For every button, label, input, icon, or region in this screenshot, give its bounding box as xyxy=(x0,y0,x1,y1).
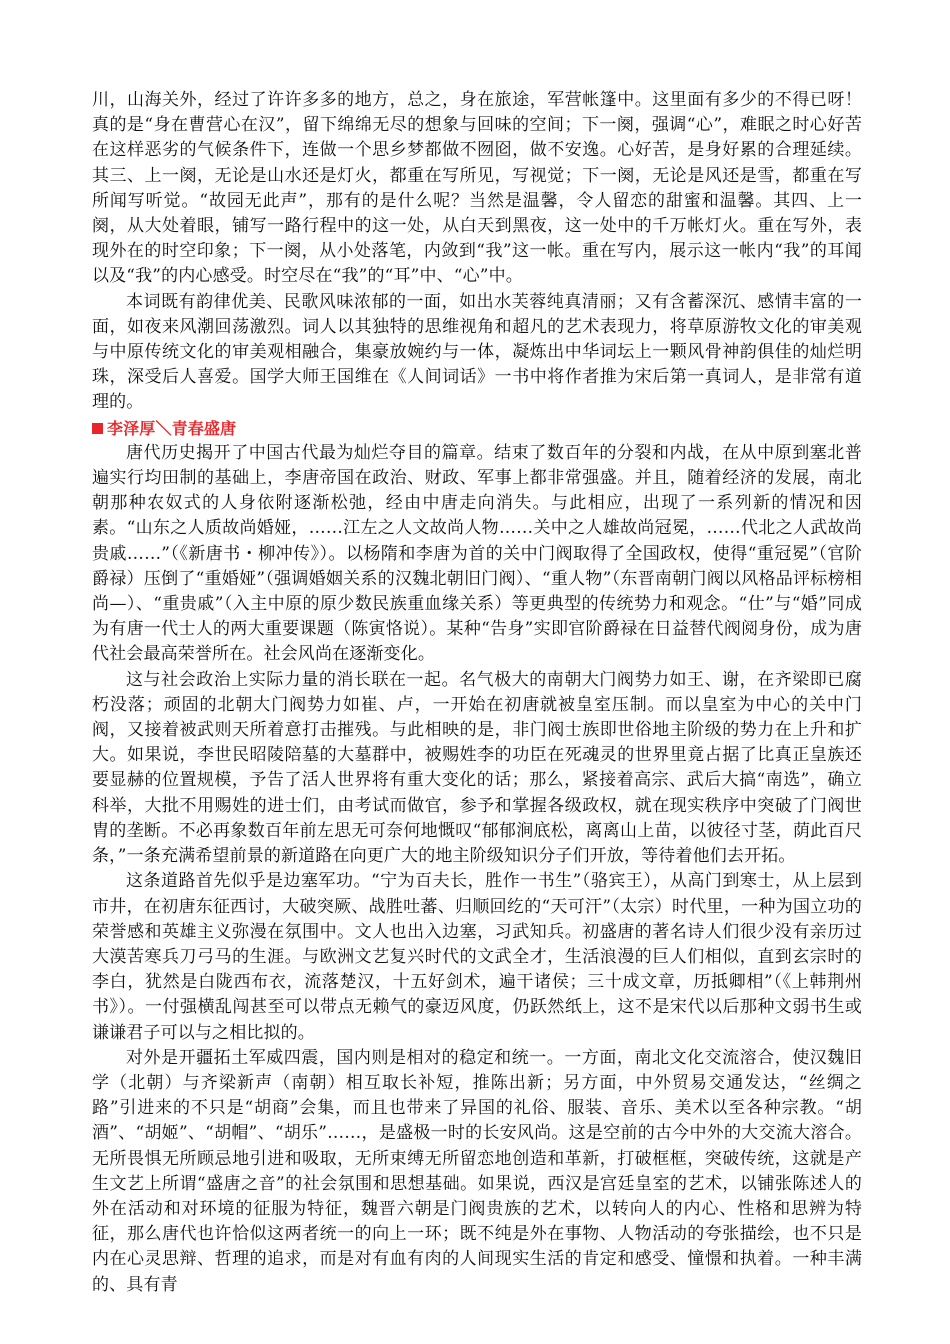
section-title: 李泽厚＼青春盛唐 xyxy=(107,418,237,438)
article-body xyxy=(92,88,862,1298)
section-heading xyxy=(92,416,862,441)
paragraph-frontier: 这条道路首先似乎是边塞军功。“宁为百夫长，胜作一书生”（骆宾王），从高门到寒士，从上层到市井，在初唐东征西讨，大破突厥、战胜吐蕃、归顺回纥的“天可汗”（太宗）时代里，一种为国立功的荣誉感和英雄主义弥漫在氛围中。文人也出入边塞，习武知兵。初盛唐的著名诗人们很少没有亲历过大漠苦寒兵刀弓马的生涯。与欧洲文艺复兴时代的文武全才，生活浪漫的巨人们相似，直到玄宗时的李白，犹然是白陇西布衣，流落楚汉，十五好剑术，遍干诸侯；三十成文章，历抵卿相”（《上韩荆州书》）。一付强横乱闯甚至可以带点无赖气的豪迈风度，仍跃然纸上，这不是宋代以后那种文弱书生或谦谦君子可以与之相比拟的。 xyxy=(92,871,862,1043)
paragraph-continuation: 川，山海关外，经过了许许多多的地方，总之，身在旅途，军营帐篷中。这里面有多少的不得已呀！真的是“身在曹营心在汉”，留下绵绵无尽的想象与回味的空间；下一阕，强调“心”，难眠之时心好苦在这样恶劣的气候条件下，连做一个思乡梦都做不囫囵，做不安逸。心好苦，是身好累的合理延续。其三、上一阕，无论是山水还是灯火，都重在写所见，写视觉；下一阕，无论是风还是雪，都重在写所闻写听觉。“故园无此声”，那有的是什么呢？当然是温馨，令人留恋的甜蜜和温馨。其四、上一阕，从大处着眼，铺写一路行程中的这一处，从白天到黑夜，这一处中的千万帐灯火。重在写外，表现外在的时空印象；下一阕，从小处落笔，内敛到“我”这一帐。重在写内，展示这一帐内“我”的耳闻以及“我”的内心感受。时空尽在“我”的“耳”中、“心”中。 xyxy=(92,90,862,287)
paragraph-cultural-exchange: 对外是开疆拓土军威四震，国内则是相对的稳定和统一。一方面，南北文化交流溶合，使汉魏旧学（北朝）与齐梁新声（南朝）相互取长补短，推陈出新；另方面，中外贸易交通发达，“丝绸之路”引进来的不只是“胡商”会集，而且也带来了异国的礼俗、服装、音乐、美术以至各种宗教。“胡酒”、“胡姬”、“胡帽”、“胡乐”……，是盛极一时的长安风尚。这是空前的古今中外的大交流大溶合。无所畏惧无所顾忌地引进和吸取，无所束缚无所留恋地创造和革新，打破框框，突破传统，这就是产生文艺上所谓“盛唐之音”的社会氛围和思想基础。如果说，西汉是宫廷皇室的艺术，以铺张陈述人的外在活动和对环境的征服为特征，魏晋六朝是门阀贵族的艺术，以转向人的内心、性格和思辨为特征，那么唐代也许恰似这两者统一的向上一环；既不纯是外在事物、人物活动的夸张描绘，也不只是内在心灵思辩、哲理的追求，而是对有血有肉的人间现实生活的肯定和感受、憧憬和执着。一种丰满的、具有青 xyxy=(92,1047,862,1295)
square-marker-icon xyxy=(92,423,103,434)
paragraph-social-forces: 这与社会政治上实际力量的消长联在一起。名气极大的南朝大门阀势力如王、谢，在齐梁即已腐朽没落；顽固的北朝大门阀势力如崔、卢，一开始在初唐就被皇室压制。而以皇室为中心的关中门阀，又接着被武则天所着意打击摧残。与此相映的是，非门阀士族即世俗地主阶级的势力在上升和扩大。如果说，李世民昭陵陪墓的大墓群中，被赐姓李的功臣在死魂灵的世界里竟占据了比真正皇族还要显赫的位置规模，予告了活人世界将有重大变化的话；那么，紧接着高宗、武后大搞“南选”，确立科举，大批不用赐姓的进士们，由考试而做官，参予和掌握各级政权，就在现实秩序中突破了门阀世胄的垄断。不必再象数百年前左思无可奈何地慨叹“郁郁涧底松，离离山上苗，以彼径寸茎，荫此百尺条，”一条充满希望前景的新道路在向更广大的地主阶级知识分子们开放，等待着他们去开拓。 xyxy=(92,669,862,867)
paragraph-tang-history: 唐代历史揭开了中国古代最为灿烂夺目的篇章。结束了数百年的分裂和内战，在从中原到塞北普遍实行均田制的基础上，李唐帝国在政治、财政、军事上都非常强盛。并且，随着经济的发展，南北朝那种农奴式的人身依附逐渐松弛，经由中唐走向消失。与此相应，出现了一系列新的情况和因素。“山东之人质故尚婚娅，……江左之人文故尚人物……关中之人雄故尚冠冕，……代北之人武故尚贵戚……”（《新唐书・柳冲传》）。以杨隋和李唐为首的关中门阀取得了全国政权，使得“重冠冕”（官阶爵禄）压倒了“重婚娅”（强调婚姻关系的汉魏北朝旧门阀）、“重人物”（东晋南朝门阀以风格品评标榜相尚—）、“重贵戚”（入主中原的原少数民族重血缘关系）等更典型的传统势力和观念。“仕”与“婚”同成为有唐一代士人的两大重要课题（陈寅恪说）。某种“告身”实即官阶爵禄在日益替代阀阅身份，成为唐代社会最高荣誉所在。社会风尚在逐渐变化。 xyxy=(92,442,862,665)
paragraph-summary: 本词既有韵律优美、民歌风味浓郁的一面，如出水芙蓉纯真清丽；又有含蓄深沉、感情丰富的一面，如夜来风潮回荡激烈。词人以其独特的思维视角和超凡的艺术表现力，将草原游牧文化的审美观与中原传统文化的审美观相融合，集豪放婉约与一体，凝炼出中华词坛上一颗风骨神韵俱佳的灿烂明珠，深受后人喜爱。国学大师王国维在《人间词话》一书中将作者推为宋后第一真词人，是非常有道理的。 xyxy=(92,291,862,413)
